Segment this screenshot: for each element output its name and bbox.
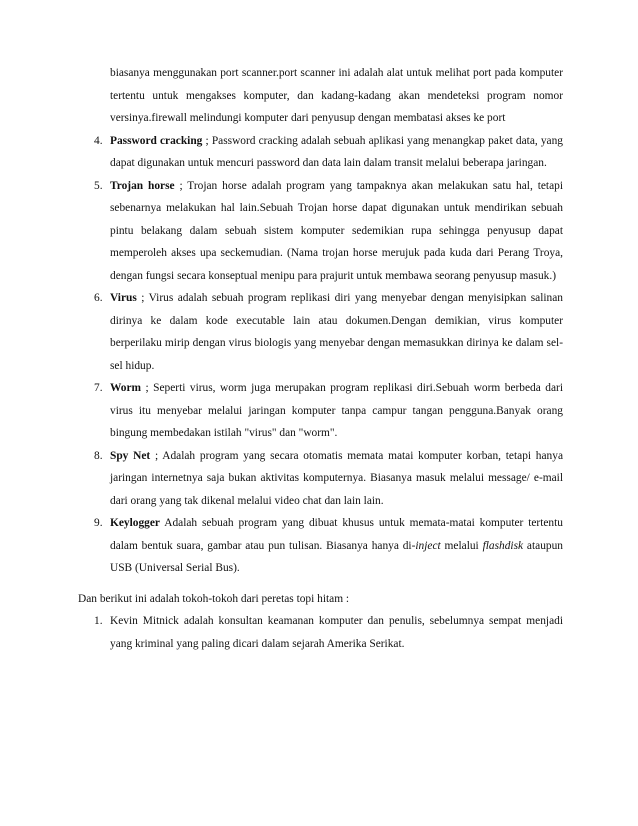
list-item-kevin-mitnick xyxy=(78,610,563,655)
italic-flashdisk: flashdisk xyxy=(482,539,524,552)
continuation-paragraph: biasanya menggunakan port scanner.port scanner ini adalah alat untuk melihat port pada komputer tertentu untuk mengakses komputer, dan kadang-kadang akan mendeteksi program nomor versinya.firewall melindungi komputer dari penyusup dengan membatasi akses ke port xyxy=(110,67,563,124)
list-item-spy-net xyxy=(78,445,563,513)
list-item-keylogger xyxy=(78,512,563,580)
definition-text: ataupun USB (Universal Serial Bus). xyxy=(110,539,563,574)
list-number: 9. xyxy=(94,517,103,529)
definition-text: melalui xyxy=(440,539,483,552)
term-trojan-horse: Trojan horse xyxy=(110,179,175,192)
list-item-trojan-horse xyxy=(78,175,563,288)
list-number: 1. xyxy=(94,615,103,627)
italic-inject: inject xyxy=(415,539,441,552)
term-virus: Virus xyxy=(110,292,137,304)
list-item-virus xyxy=(78,287,563,377)
intro-paragraph: Dan berikut ini adalah tokoh-tokoh dari peretas topi hitam : xyxy=(78,592,350,605)
term-spy-net: Spy Net xyxy=(110,449,151,462)
tokoh-list xyxy=(78,610,563,655)
term-keylogger: Keylogger xyxy=(110,517,160,529)
list-number: 7. xyxy=(94,382,103,394)
definition-text: ; Trojan horse adalah program yang tampaknya akan melakukan satu hal, tetapi sebenarnya melakukan hal lain.Sebuah Trojan horse dapat digunakan untuk mendirikan sebuah pintu belakang dalam sebuah sistem komputer sedemikian rupa sehingga penyusup dapat memperoleh akses upa seckemudian. (Nama trojan horse merujuk pada kuda dari Perang Troya, dengan fungsi secara konseptual menipu para prajurit untuk membawa seorang penyusup masuk.) xyxy=(110,179,564,282)
list-item-password-cracking xyxy=(78,130,563,175)
term-password-cracking: Password cracking xyxy=(110,134,203,147)
list-number: 6. xyxy=(94,292,103,304)
list-number: 5. xyxy=(94,179,103,192)
definition-text: ; Password cracking adalah sebuah aplikasi yang menangkap paket data, yang dapat digunakan untuk mencuri password dan data lain dalam transit melalui beberapa jaringan. xyxy=(110,134,564,169)
definition-text: Adalah sebuah program yang dibuat khusus untuk memata-matai komputer tertentu dalam bentuk suara, gambar atau pun tulisan. Biasanya hanya di- xyxy=(110,517,563,552)
attack-types-list xyxy=(78,130,563,580)
list-item-worm xyxy=(78,377,563,445)
term-worm: Worm xyxy=(110,382,142,394)
definition-text: ; Virus adalah sebuah program replikasi diri yang menyebar dengan menyisipkan salinan dirinya ke dalam kode executable lain atau dokumen.Dengan demikian, virus komputer berperilaku mirip dengan virus biologis yang menyebar dengan memasukkan dirinya ke dalam sel-sel hidup. xyxy=(110,292,563,372)
list-number: 8. xyxy=(94,449,103,462)
definition-text: ; Adalah program yang secara otomatis memata matai komputer korban, tetapi hanya jaringan internetnya saja bukan aktivitas komputernya. Biasanya masuk melalui message/ e-mail dari orang yang tak dikenal melalui video chat dan lain lain. xyxy=(110,449,564,507)
tokoh-text: Kevin Mitnick adalah konsultan keamanan komputer dan penulis, sebelumnya sempat menjadi yang kriminal yang paling dicari dalam sejarah Amerika Serikat. xyxy=(110,615,563,650)
list-number: 4. xyxy=(94,134,103,147)
page-content xyxy=(78,62,563,655)
definition-text: ; Seperti virus, worm juga merupakan program replikasi diri.Sebuah worm berbeda dari virus itu menyebar melalui jaringan komputer tanpa campur tangan pengguna.Banyak orang bingung membedakan istilah "virus" dan "worm". xyxy=(110,382,563,439)
